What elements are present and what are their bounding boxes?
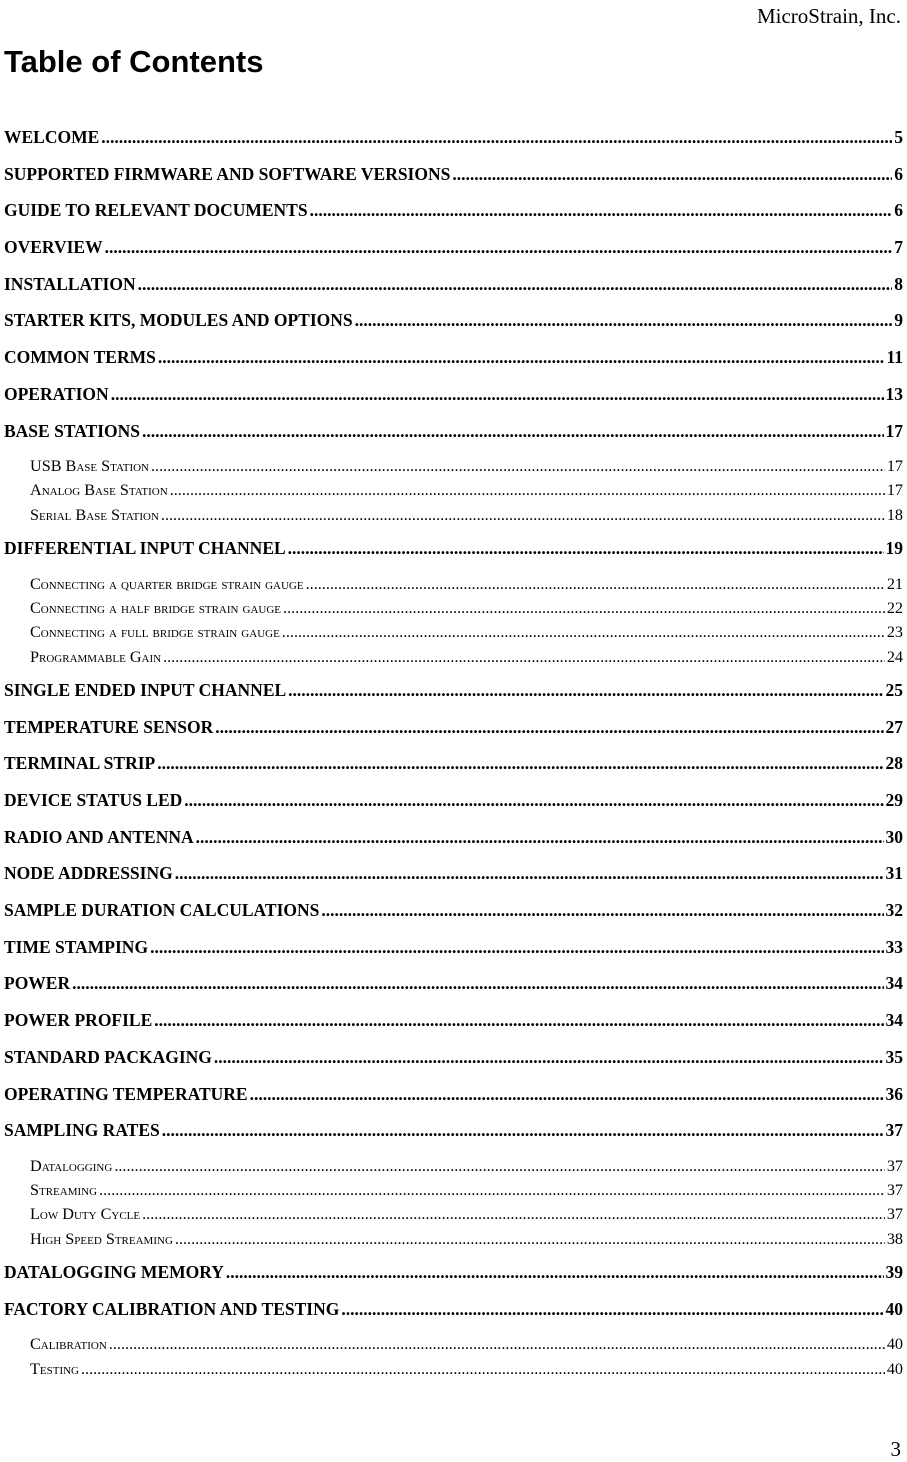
page-title: Table of Contents	[4, 44, 264, 79]
dot-leader	[250, 1084, 884, 1105]
toc-entry-page[interactable]: 34	[885, 973, 903, 994]
toc-entry[interactable]	[4, 753, 903, 790]
toc-entry-page[interactable]: 35	[885, 1046, 903, 1067]
toc-entry-label[interactable]: INSTALLATION	[4, 273, 136, 294]
dot-leader	[142, 421, 883, 442]
toc-entry-label[interactable]: COMMON TERMS	[4, 347, 156, 368]
toc-entry[interactable]	[4, 127, 903, 164]
toc-entry[interactable]	[4, 200, 903, 237]
toc-entry-label[interactable]: OPERATING TEMPERATURE	[4, 1083, 248, 1104]
dot-leader	[226, 1262, 884, 1283]
toc-entry-label[interactable]: Connecting a half bridge strain gauge	[30, 599, 282, 618]
toc-entry-page[interactable]: 21	[886, 574, 903, 593]
toc-subentry[interactable]	[4, 1205, 903, 1229]
toc-subentry[interactable]	[4, 506, 903, 530]
toc-entry[interactable]	[4, 1010, 903, 1047]
dot-leader	[157, 753, 883, 774]
dot-leader	[341, 1299, 883, 1320]
toc-subentry[interactable]	[4, 623, 903, 647]
dot-leader	[282, 623, 885, 642]
dot-leader	[214, 1047, 884, 1068]
dot-leader	[150, 937, 883, 958]
dot-leader	[105, 237, 893, 258]
toc-entry-label[interactable]: Testing	[30, 1359, 79, 1378]
toc-entry-label[interactable]: WELCOME	[4, 127, 100, 147]
toc-subentry[interactable]	[4, 648, 903, 672]
toc-entry-label[interactable]: Programmable Gain	[30, 647, 162, 666]
dot-leader	[288, 538, 884, 559]
toc-entry-label[interactable]: FACTORY CALIBRATION AND TESTING	[4, 1298, 340, 1319]
toc-entry-label[interactable]: DEVICE STATUS LED	[4, 790, 183, 811]
dot-leader	[109, 1335, 885, 1354]
toc-entry-label[interactable]: STARTER KITS, MODULES AND OPTIONS	[4, 310, 353, 331]
dot-leader	[111, 384, 884, 405]
toc-entry-page[interactable]: 39	[885, 1262, 903, 1283]
toc-entry-page[interactable]: 7	[894, 237, 903, 258]
toc-entry-page[interactable]: 13	[885, 383, 903, 404]
toc-entry-label[interactable]: TERMINAL STRIP	[4, 753, 156, 774]
table-of-contents	[4, 127, 903, 1384]
dot-leader	[101, 127, 892, 148]
toc-entry-page[interactable]: 38	[886, 1229, 903, 1248]
dot-leader	[72, 973, 883, 994]
toc-entry[interactable]	[4, 937, 903, 974]
toc-entry-page[interactable]: 31	[885, 863, 903, 884]
toc-entry-page[interactable]: 6	[894, 163, 903, 184]
dot-leader	[288, 680, 883, 701]
running-header: MicroStrain, Inc.	[756, 4, 901, 28]
toc-entry-page[interactable]: 37	[885, 1120, 903, 1141]
toc-entry[interactable]	[4, 717, 903, 754]
toc-entry-page[interactable]: 5	[894, 127, 903, 147]
toc-entry[interactable]	[4, 164, 903, 201]
toc-entry-label[interactable]: Analog Base Station	[30, 481, 168, 500]
dot-leader	[142, 1205, 885, 1224]
toc-entry[interactable]	[4, 421, 903, 458]
dot-leader	[81, 1360, 885, 1379]
toc-entry-page[interactable]: 40	[885, 1298, 903, 1319]
toc-subentry[interactable]	[4, 1181, 903, 1205]
toc-subentry[interactable]	[4, 599, 903, 623]
dot-leader	[321, 900, 883, 921]
toc-entry[interactable]	[4, 973, 903, 1010]
toc-entry-label[interactable]: Connecting a full bridge strain gauge	[30, 623, 280, 642]
dot-leader	[196, 827, 884, 848]
dot-leader	[162, 1120, 884, 1141]
toc-entry-page[interactable]: 30	[885, 826, 903, 847]
page-number: 3	[890, 1437, 901, 1461]
toc-entry-page[interactable]: 37	[886, 1156, 903, 1175]
toc-entry-page[interactable]: 9	[894, 310, 903, 331]
dot-leader	[310, 200, 893, 221]
toc-entry-page[interactable]: 40	[886, 1335, 903, 1354]
dot-leader	[151, 457, 885, 476]
section-gap	[4, 1254, 903, 1262]
toc-entry-label[interactable]: SAMPLE DURATION CALCULATIONS	[4, 900, 320, 921]
toc-entry-label[interactable]: TIME STAMPING	[4, 936, 149, 957]
toc-entry-label[interactable]: Serial Base Station	[30, 505, 159, 524]
toc-entry-page[interactable]: 22	[886, 599, 903, 618]
toc-subentry[interactable]	[4, 1335, 903, 1359]
toc-entry[interactable]	[4, 1047, 903, 1084]
dot-leader	[163, 648, 885, 667]
toc-entry[interactable]	[4, 347, 903, 384]
dot-leader	[184, 790, 883, 811]
toc-entry-page[interactable]: 19	[885, 538, 903, 559]
toc-entry-page[interactable]: 37	[886, 1181, 903, 1200]
toc-entry[interactable]	[4, 790, 903, 827]
toc-entry-page[interactable]: 24	[886, 647, 903, 666]
toc-entry-page[interactable]: 23	[886, 623, 903, 642]
toc-entry[interactable]	[4, 1299, 903, 1336]
toc-entry-page[interactable]: 11	[886, 347, 903, 368]
toc-entry-label[interactable]: NODE ADDRESSING	[4, 863, 173, 884]
toc-entry-label[interactable]: STANDARD PACKAGING	[4, 1046, 212, 1067]
toc-entry-label[interactable]: SINGLE ENDED INPUT CHANNEL	[4, 679, 287, 700]
toc-entry-page[interactable]: 29	[885, 790, 903, 811]
toc-entry[interactable]	[4, 1120, 903, 1157]
toc-subentry[interactable]	[4, 457, 903, 481]
toc-entry-page[interactable]: 8	[894, 273, 903, 294]
toc-entry-page[interactable]: 25	[885, 679, 903, 700]
toc-entry-label[interactable]: High Speed Streaming	[30, 1229, 173, 1248]
toc-subentry[interactable]	[4, 1360, 903, 1384]
toc-entry-page[interactable]: 18	[886, 505, 903, 524]
toc-entry-label[interactable]: Low Duty Cycle	[30, 1205, 141, 1224]
toc-entry[interactable]	[4, 310, 903, 347]
toc-entry-label[interactable]: OVERVIEW	[4, 237, 103, 258]
dot-leader	[99, 1181, 885, 1200]
dot-leader	[138, 274, 893, 295]
toc-entry-page[interactable]: 28	[885, 753, 903, 774]
toc-entry[interactable]	[4, 680, 903, 717]
dot-leader	[161, 506, 885, 525]
toc-entry-label[interactable]: Calibration	[30, 1335, 107, 1354]
dot-leader	[215, 717, 883, 738]
toc-subentry[interactable]	[4, 575, 903, 599]
dot-leader	[114, 1157, 885, 1176]
dot-leader	[154, 1010, 883, 1031]
dot-leader	[306, 575, 885, 594]
dot-leader	[175, 1230, 885, 1249]
toc-subentry[interactable]	[4, 481, 903, 505]
toc-subentry[interactable]	[4, 1157, 903, 1181]
toc-entry-label[interactable]: SAMPLING RATES	[4, 1120, 160, 1141]
toc-entry-page[interactable]: 33	[885, 936, 903, 957]
dot-leader	[175, 863, 884, 884]
toc-entry-label[interactable]: RADIO AND ANTENNA	[4, 826, 194, 847]
toc-entry-label[interactable]: GUIDE TO RELEVANT DOCUMENTS	[4, 200, 308, 221]
dot-leader	[355, 310, 893, 331]
dot-leader	[170, 481, 885, 500]
toc-entry[interactable]	[4, 538, 903, 575]
toc-entry-page[interactable]: 37	[886, 1205, 903, 1224]
dot-leader	[452, 164, 892, 185]
toc-entry-page[interactable]: 17	[886, 481, 903, 500]
toc-entry[interactable]	[4, 384, 903, 421]
toc-entry-label[interactable]: DATALOGGING MEMORY	[4, 1262, 224, 1283]
toc-entry-label[interactable]: Connecting a quarter bridge strain gauge	[30, 574, 304, 593]
section-gap	[4, 672, 903, 680]
toc-entry[interactable]	[4, 900, 903, 937]
toc-entry-label[interactable]: Streaming	[30, 1181, 98, 1200]
toc-entry-label[interactable]: Datalogging	[30, 1156, 113, 1175]
toc-entry-label[interactable]: POWER	[4, 973, 71, 994]
toc-entry-page[interactable]: 17	[885, 420, 903, 441]
toc-entry-label[interactable]: BASE STATIONS	[4, 420, 141, 441]
toc-entry-page[interactable]: 32	[885, 900, 903, 921]
toc-entry-label[interactable]: OPERATION	[4, 383, 109, 404]
toc-entry-label[interactable]: USB Base Station	[30, 457, 149, 476]
toc-entry-page[interactable]: 17	[886, 457, 903, 476]
toc-entry[interactable]	[4, 827, 903, 864]
toc-entry-label[interactable]: SUPPORTED FIRMWARE AND SOFTWARE VERSIONS	[4, 163, 451, 184]
toc-entry-page[interactable]: 27	[885, 716, 903, 737]
toc-entry[interactable]	[4, 1084, 903, 1121]
toc-entry-page[interactable]: 6	[894, 200, 903, 221]
toc-entry[interactable]	[4, 274, 903, 311]
toc-subentry[interactable]	[4, 1230, 903, 1254]
toc-entry-label[interactable]: DIFFERENTIAL INPUT CHANNEL	[4, 538, 286, 559]
toc-entry-page[interactable]: 34	[885, 1010, 903, 1031]
toc-entry[interactable]	[4, 237, 903, 274]
toc-entry-page[interactable]: 40	[886, 1359, 903, 1378]
toc-entry[interactable]	[4, 1262, 903, 1299]
dot-leader	[158, 347, 885, 368]
section-gap	[4, 530, 903, 538]
toc-entry-label[interactable]: POWER PROFILE	[4, 1010, 153, 1031]
toc-entry-label[interactable]: TEMPERATURE SENSOR	[4, 716, 214, 737]
dot-leader	[283, 599, 885, 618]
toc-entry[interactable]	[4, 863, 903, 900]
toc-entry-page[interactable]: 36	[885, 1083, 903, 1104]
